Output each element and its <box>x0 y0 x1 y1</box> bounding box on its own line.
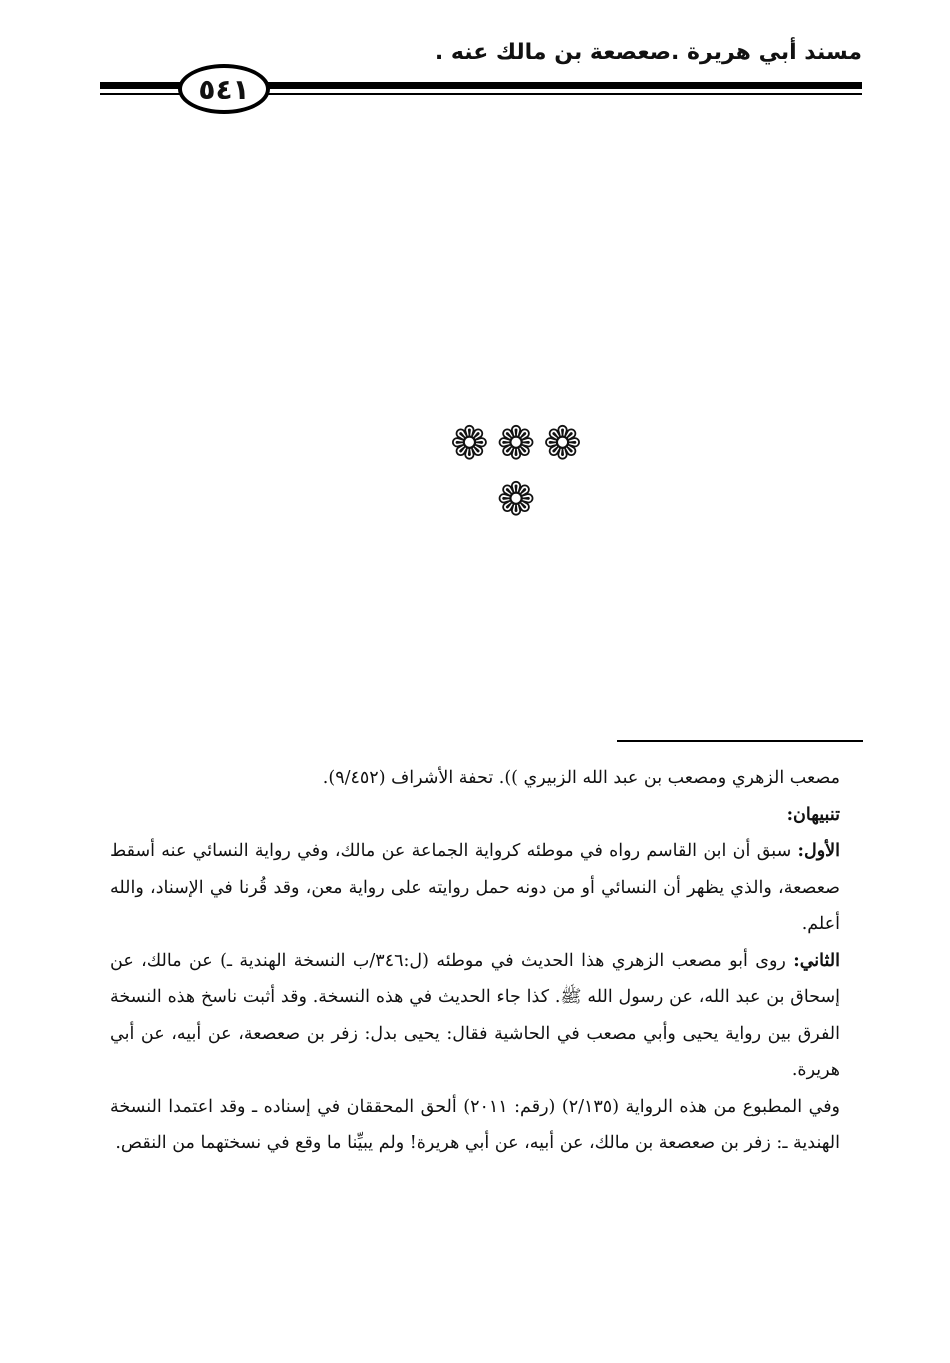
running-title: مسند أبي هريرة .صعصعة بن مالك عنه . <box>434 40 862 65</box>
note-third: وفي المطبوع من هذه الرواية (٢/١٣٥) (رقم: ٢٠١١) ألحق المحققان في إسناده ـ وقد اعتمدا النسخة الهندية ـ: زفر بن صعصعة بن مالك، عن أبيه، عن أبي هريرة! ولم يبيِّنا ما وقع في نسختهما من النقص. <box>110 1096 841 1153</box>
note-second <box>110 943 840 1089</box>
note-first-text: سبق أن ابن القاسم رواه في موطئه كرواية الجماعة عن مالك، وفي رواية النسائي عنه أسقط صعصعة، والذي يظهر أن النسائي أو من دونه حمل روايته على رواية معن، وقد قُرنا في الإسناد، والله أعلم. <box>110 841 840 934</box>
note-first-label: الأول: <box>797 841 840 861</box>
footnote-text <box>110 760 840 1162</box>
section-ornaments <box>420 415 620 527</box>
note-first <box>110 833 840 943</box>
page-number: ٥٤١ <box>178 64 270 114</box>
note-second-text: روى أبو مصعب الزهري هذا الحديث في موطئه (ل:٣٤٦/ب النسخة الهندية ـ) عن مالك، عن إسحاق بن عبد الله، عن رسول الله ﷺ. كذا جاء الحديث في هذه النسخة. وقد أثبت ناسخ هذه النسخة الفرق بين رواية يحيى وأبي مصعب في الحاشية فقال: يحيى بدل: زفر بن صعصعة، عن أبيه، عن أبي هريرة. <box>110 950 840 1080</box>
ornament-row-top: ❁❁❁ <box>450 416 590 470</box>
footnote-line-1: مصعب الزهري ومصعب بن عبد الله الزبيري )). تحفة الأشراف (٩/٤٥٢). <box>322 768 840 788</box>
notes-heading: تنبيهان: <box>786 804 840 825</box>
ornament-row-bottom: ❁ <box>496 472 544 526</box>
note-second-label: الثاني: <box>793 950 840 971</box>
footnote-rule <box>617 740 863 742</box>
